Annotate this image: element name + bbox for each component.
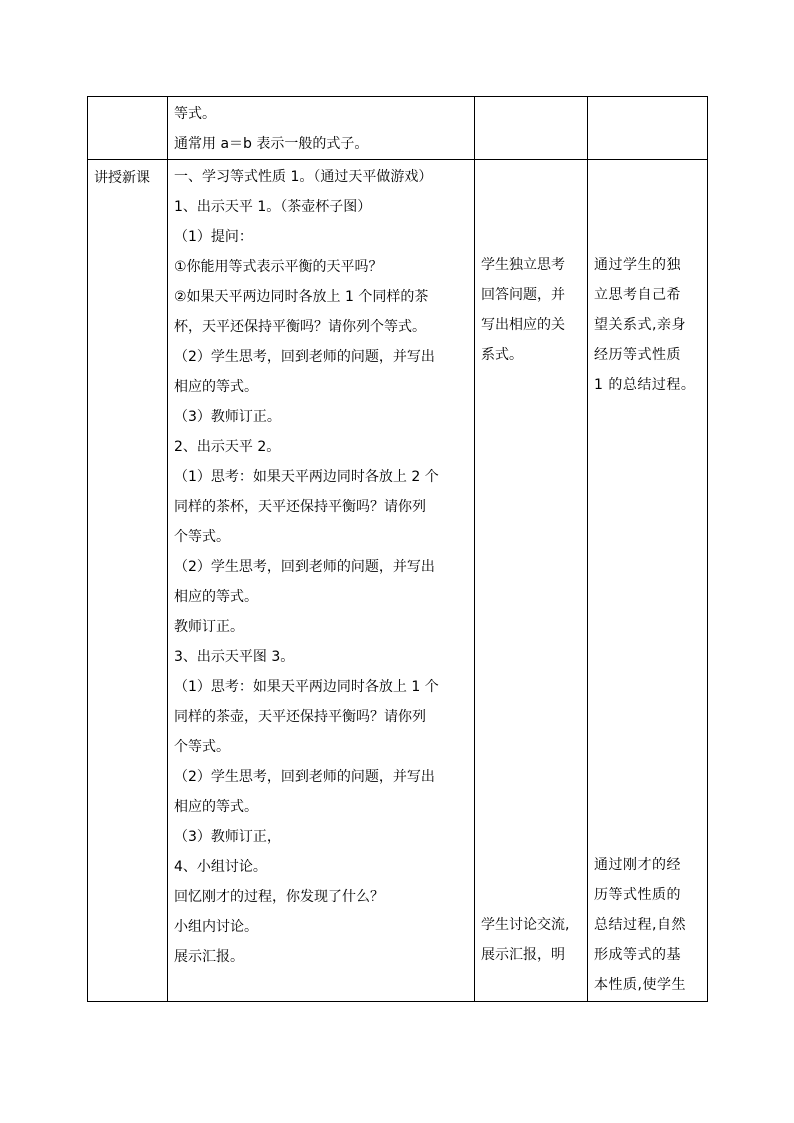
content-line: （3）教师订正， — [174, 829, 281, 845]
content-line: ①你能用等式表示平衡的天平吗？ — [174, 259, 383, 275]
content-line: 4、小组讨论。 — [174, 859, 267, 875]
student-activity-line: 系式。 — [481, 347, 523, 363]
content-line: 3、出示天平图 3。 — [174, 649, 295, 665]
student-activity-line: 回答问题，并 — [481, 287, 565, 303]
design-intent-line: 经历等式性质 — [594, 347, 681, 363]
content-line: （1）思考：如果天平两边同时各放上 2 个 — [174, 469, 439, 485]
student-activity-line: 展示汇报，明 — [481, 947, 565, 963]
design-intent-line: 立思考自己希 — [594, 287, 681, 303]
content-line: 同样的茶杯，天平还保持平衡吗？请你列 — [174, 499, 426, 515]
design-intent-line: 本性质,使学生 — [594, 977, 686, 993]
content-line: 1、出示天平 1。（茶壶杯子图） — [174, 199, 372, 215]
table-row — [88, 97, 708, 160]
design-intent-line: 望关系式,亲身 — [594, 317, 686, 333]
spacer — [475, 370, 587, 910]
content-line: 展示汇报。 — [174, 949, 244, 965]
content-line: 相应的等式。 — [174, 379, 258, 395]
section-cell — [88, 160, 168, 1002]
content-line: 相应的等式。 — [174, 799, 258, 815]
design-intent-line: 1 的总结过程。 — [594, 377, 696, 393]
student-activity-cell — [475, 160, 588, 1002]
design-intent-cell-empty — [588, 97, 708, 160]
spacer — [475, 160, 587, 250]
section-cell-empty — [88, 97, 168, 160]
content-line: 等式。 — [174, 106, 216, 122]
content-line: （2）学生思考，回到老师的问题，并写出 — [174, 559, 435, 575]
content-line: （1）思考：如果天平两边同时各放上 1 个 — [174, 679, 439, 695]
content-line: 教师订正。 — [174, 619, 244, 635]
content-cell — [168, 160, 475, 1002]
content-line: （1）提问： — [174, 229, 253, 245]
content-line: 同样的茶壶，天平还保持平衡吗？请你列 — [174, 709, 426, 725]
content-cell — [168, 97, 475, 160]
content-line: 通常用 a＝b 表示一般的式子。 — [174, 136, 369, 152]
content-line: 回忆刚才的过程，你发现了什么？ — [174, 889, 384, 905]
student-activity-line: 学生讨论交流, — [481, 917, 570, 933]
spacer — [588, 160, 707, 250]
design-intent-line: 通过学生的独 — [594, 257, 681, 273]
content-line: 杯，天平还保持平衡吗？请你列个等式。 — [174, 319, 426, 335]
design-intent-line: 历等式性质的 — [594, 887, 681, 903]
spacer — [588, 400, 707, 850]
content-line: 2、出示天平 2。 — [174, 439, 281, 455]
design-intent-line: 总结过程,自然 — [594, 917, 686, 933]
content-line: 个等式。 — [174, 739, 230, 755]
content-line: （2）学生思考，回到老师的问题，并写出 — [174, 349, 435, 365]
content-line: （2）学生思考，回到老师的问题，并写出 — [174, 769, 435, 785]
section-label: 讲授新课 — [94, 170, 150, 186]
content-line: 小组内讨论。 — [174, 919, 258, 935]
content-line: （3）教师订正。 — [174, 409, 281, 425]
content-line: ②如果天平两边同时各放上 1 个同样的茶 — [174, 289, 429, 305]
student-activity-cell-empty — [475, 97, 588, 160]
design-intent-cell — [588, 160, 708, 1002]
content-line: 个等式。 — [174, 529, 230, 545]
design-intent-line: 形成等式的基 — [594, 947, 681, 963]
student-activity-line: 学生独立思考 — [481, 257, 565, 273]
table-row — [88, 160, 708, 1002]
lesson-plan-table — [87, 96, 708, 1002]
content-line: 相应的等式。 — [174, 589, 258, 605]
content-line: 一、学习等式性质 1。（通过天平做游戏） — [174, 169, 433, 185]
design-intent-line: 通过刚才的经 — [594, 857, 681, 873]
student-activity-line: 写出相应的关 — [481, 317, 565, 333]
